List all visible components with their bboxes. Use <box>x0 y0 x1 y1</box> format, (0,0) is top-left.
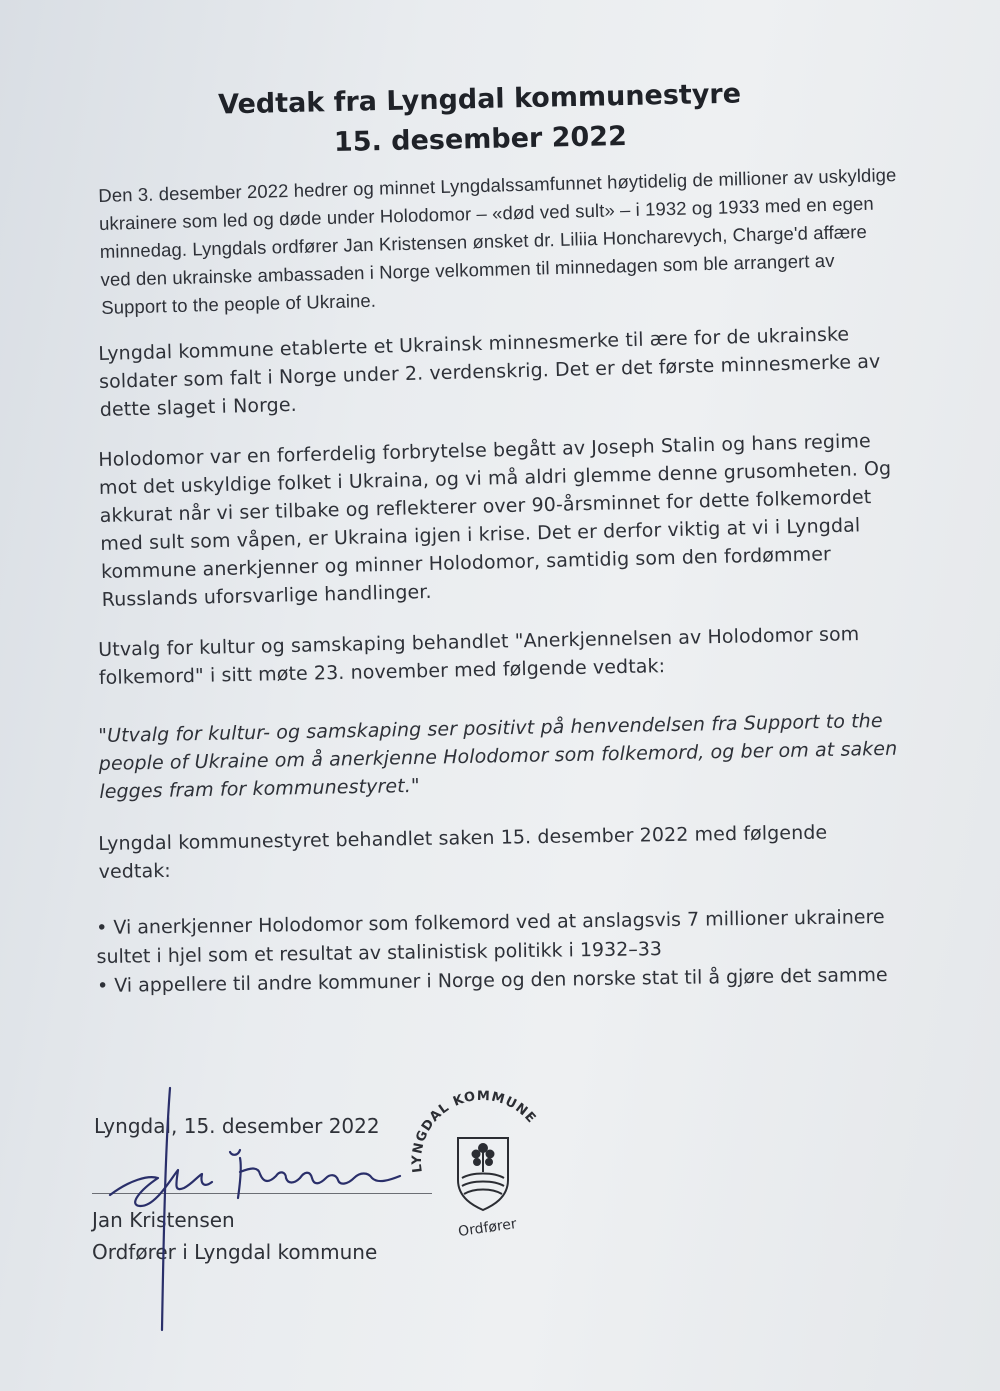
title-line-1: Vedtak fra Lyngdal kommunestyre <box>217 78 742 121</box>
resolution-item: • Vi appellere til andre kommuner i Norge og den norske stat til å gjøre det samme <box>96 963 888 997</box>
title-line-2: 15. desember 2022 <box>333 120 628 159</box>
paragraph-committee: Utvalg for kultur og samskaping behandlet "Anerkjennelsen av Holodomor som folkemord" i sitt møte 23. november med følgende vedtak: <box>98 623 860 689</box>
signatory-role: Ordfører i Lyngdal kommune <box>92 1240 378 1264</box>
stamp-bottom-text: Ordfører <box>457 1216 518 1241</box>
resolution-item: • Vi anerkjenner Holodomor som folkemord ved at anslagsvis 7 millioner ukrainere sultet i hjel som et resultat av stalinistisk politikk i 1932–33 <box>96 905 885 968</box>
paragraph-intro: Den 3. desember 2022 hedrer og minnet Lyngdalssamfunnet høytidelig de millioner av uskyldige ukrainere som led og døde under Holodomor – «død ved sult» – i 1932 og 1933 med en egen minnedag. Lyngdals ordfører Jan Kristensen ønsket dr. Liliia Honcharevych, Charge'd affære ved den ukrainske ambassaden i Norge velkommen til minnedagen som ble arrangert av Support to the people of Ukraine. <box>98 164 897 318</box>
coat-of-arms-icon <box>458 1138 508 1210</box>
signatory-name: Jan Kristensen <box>92 1208 235 1232</box>
place-date: Lyngdal, 15. desember 2022 <box>94 1114 380 1138</box>
paragraph-memorial: Lyngdal kommune etablerte et Ukrainsk minnesmerke til ære for de ukrainske soldater som falt i Norge under 2. verdenskrig. Det er det første minnesmerke av dette slaget i Norge. <box>98 323 881 421</box>
document-title <box>179 74 781 167</box>
resolution-list <box>96 903 897 1001</box>
paragraph-holodomor: Holodomor var en forferdelig forbrytelse begått av Joseph Stalin og hans regime mot det uskyldige folket i Ukraina, og vi må aldri glemme denne grusomheten. Og akkurat når vi ser tilbake og reflekterer over 90-årsminnet for dette folkemordet med sult som våpen, er Ukraina igjen i krise. Det er derfor viktig at vi i Lyngdal kommune anerkjenner og minner Holodomor, samtidig som den fordømmer Russlands uforsvarlige handlinger. <box>98 430 892 611</box>
paragraph-council: Lyngdal kommunestyret behandlet saken 15. desember 2022 med følgende vedtak: <box>98 821 828 883</box>
stamp-arc-text: LYNGDAL KOMMUNE <box>409 1088 539 1174</box>
paragraph-committee-quote: "Utvalg for kultur- og samskaping ser positivt på henvendelsen fra Support to the people of Ukraine om å anerkjenne Holodomor som folkemord, og ber om at saken legges fram for kommunestyret." <box>98 709 898 803</box>
municipal-stamp <box>400 1080 560 1250</box>
